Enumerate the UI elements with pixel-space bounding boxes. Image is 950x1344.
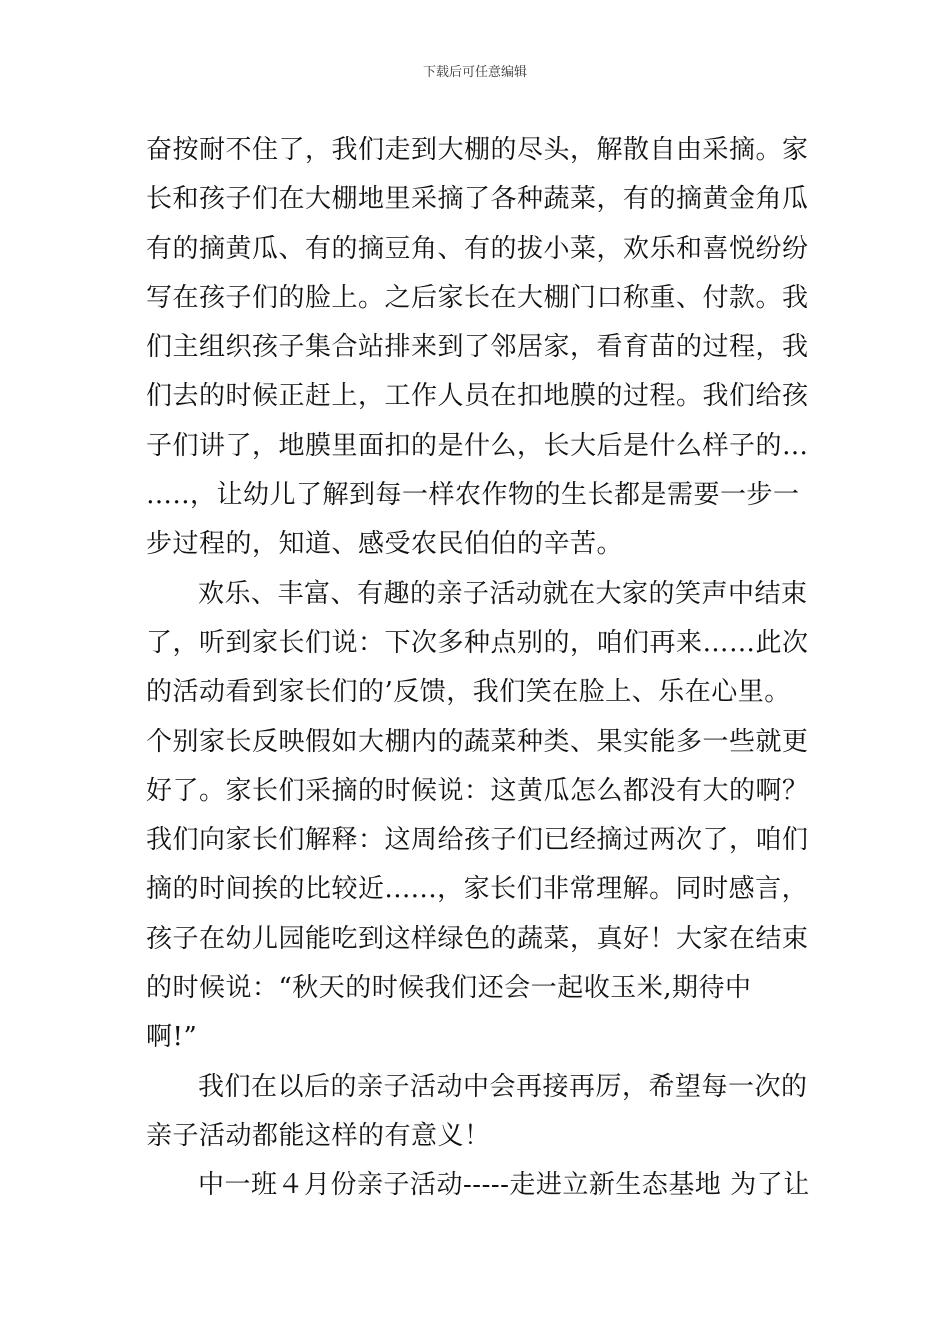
- text-line: 的时候说：“秋天的时候我们还会一起收玉米,期待中: [146, 973, 752, 1004]
- page-header: 下载后可任意编辑: [422, 65, 527, 80]
- text-line: 啊!”: [146, 1022, 198, 1053]
- paragraph-start-line: 欢乐、丰富、有趣的亲子活动就在大家的笑声中结束: [198, 578, 808, 609]
- text-line: 的活动看到家长们的’反馈，我们笑在脸上、乐在心里。: [146, 677, 791, 708]
- text-line: 步过程的，知道、感受农民伯伯的辛苦。: [146, 529, 624, 560]
- text-line: 们主组织孩子集合站排来到了邻居家，看育苗的过程，我: [146, 332, 809, 363]
- text-line: 个别家长反映假如大棚内的蔬菜种类、果实能多一些就更: [146, 726, 809, 757]
- text-line: 我们向家长们解释：这周给孩子们已经摘过两次了，咱们: [146, 825, 809, 856]
- text-line: 奋按耐不住了，我们走到大棚的尽头，解散自由采摘。家: [146, 135, 809, 165]
- text-line: 了，听到家长们说：下次多种点别的，咱们再来……此次: [146, 627, 809, 658]
- text-line: 子们讲了，地膜里面扣的是什么，长大后是什么样子的…: [146, 430, 809, 461]
- text-line: 长和孩子们在大棚地里采摘了各种蔬菜，有的摘黄金角瓜: [146, 184, 809, 215]
- paragraph-start-line: 中一班４月份亲子活动-----走进立新生态基地 为了让: [198, 1170, 810, 1201]
- text-line: 写在孩子们的脸上。之后家长在大棚门口称重、付款。我: [146, 282, 809, 313]
- text-line: 好了。家长们采摘的时候说：这黄瓜怎么都没有大的啊？: [146, 775, 809, 806]
- document-body: [146, 126, 846, 1211]
- text-line: 摘的时间挨的比较近......，家长们非常理解。同时感言，: [146, 874, 809, 905]
- paragraph-start-line: 我们在以后的亲子活动中会再接再厉，希望每一次的: [198, 1071, 808, 1102]
- text-line: …..，让幼儿了解到每一样农作物的生长都是需要一步一: [146, 480, 800, 511]
- text-line: 孩子在幼儿园能吃到这样绿色的蔬菜，真好！大家在结束: [146, 923, 809, 954]
- text-line: 亲子活动都能这样的有意义！: [146, 1120, 491, 1151]
- text-line: 有的摘黄瓜、有的摘豆角、有的拔小菜，欢乐和喜悦纷纷: [146, 233, 809, 264]
- text-line: 们去的时候正赶上，工作人员在扣地膜的过程。我们给孩: [146, 381, 809, 412]
